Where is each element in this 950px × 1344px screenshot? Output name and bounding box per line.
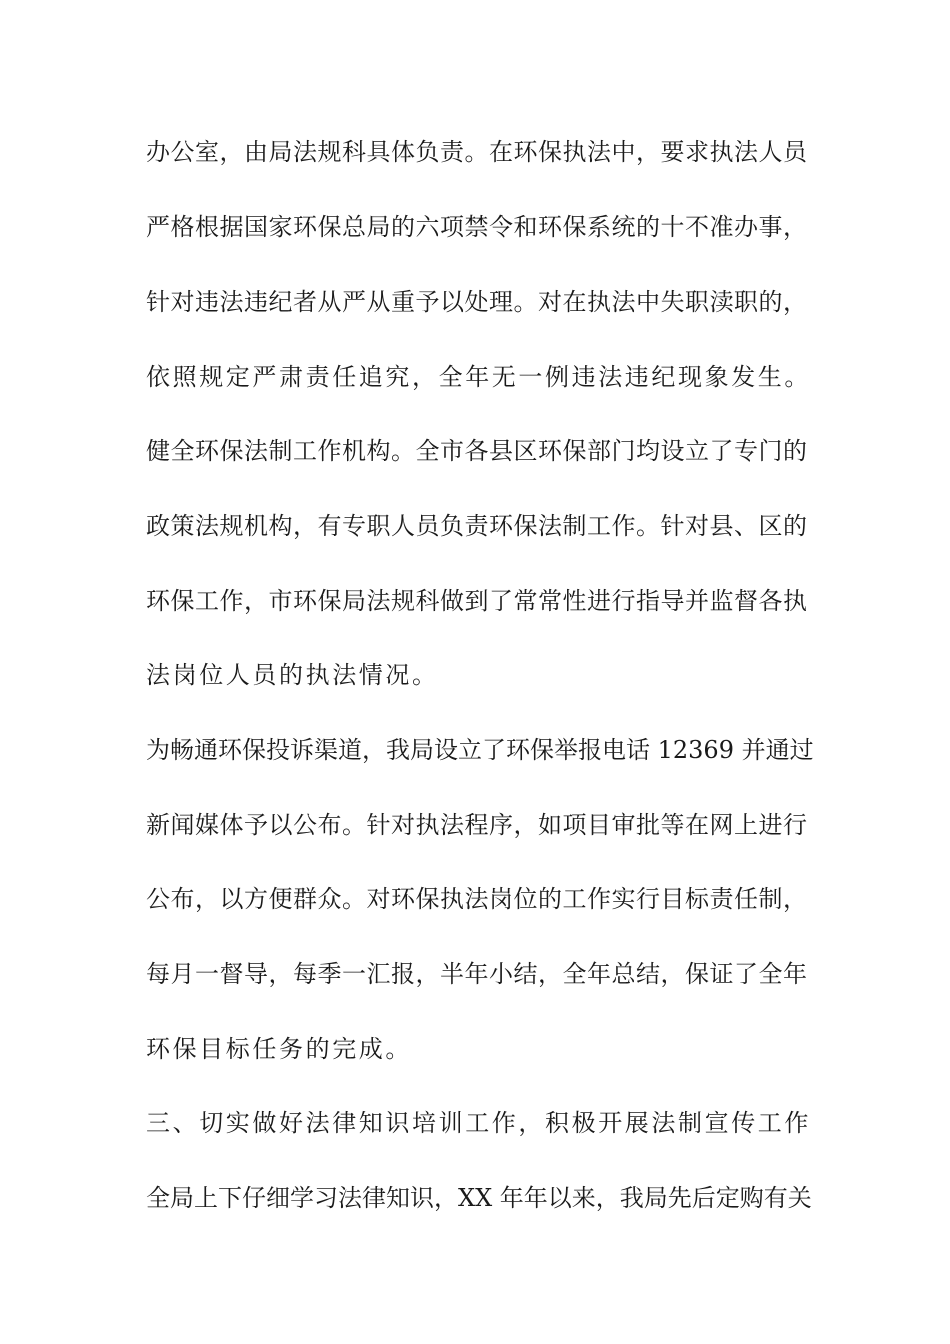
text-line: 政策法规机构，有专职人员负责环保法制工作。针对县、区的 <box>146 512 807 540</box>
text-line: 严格根据国家环保总局的六项禁令和环保系统的十不准办事， <box>146 213 807 241</box>
text-line: 为畅通环保投诉渠道，我局设立了环保举报电话 12369 并通过 <box>146 736 814 764</box>
text-line: 健全环保法制工作机构。全市各县区环保部门均设立了专门的 <box>146 437 807 465</box>
section-heading: 三、切实做好法律知识培训工作，积极开展法制宣传工作 <box>146 1109 811 1137</box>
text-line: 每月一督导，每季一汇报，半年小结，全年总结，保证了全年 <box>146 960 807 988</box>
text-line: 全局上下仔细学习法律知识，XX 年年以来，我局先后定购有关 <box>146 1184 812 1212</box>
text-line: 办公室，由局法规科具体负责。在环保执法中，要求执法人员 <box>146 138 807 166</box>
text-line: 新闻媒体予以公布。针对执法程序，如项目审批等在网上进行 <box>146 811 807 839</box>
text-line: 环保工作，市环保局法规科做到了常常性进行指导并监督各执 <box>146 587 807 615</box>
text-line: 环保目标任务的完成。 <box>146 1035 412 1063</box>
text-line: 针对违法违纪者从严从重予以处理。对在执法中失职渎职的， <box>146 288 807 316</box>
text-line: 依照规定严肃责任追究，全年无一例违法违纪现象发生。 <box>146 363 811 391</box>
text-line: 法岗位人员的执法情况。 <box>146 661 439 689</box>
text-line: 公布，以方便群众。对环保执法岗位的工作实行目标责任制， <box>146 885 807 913</box>
